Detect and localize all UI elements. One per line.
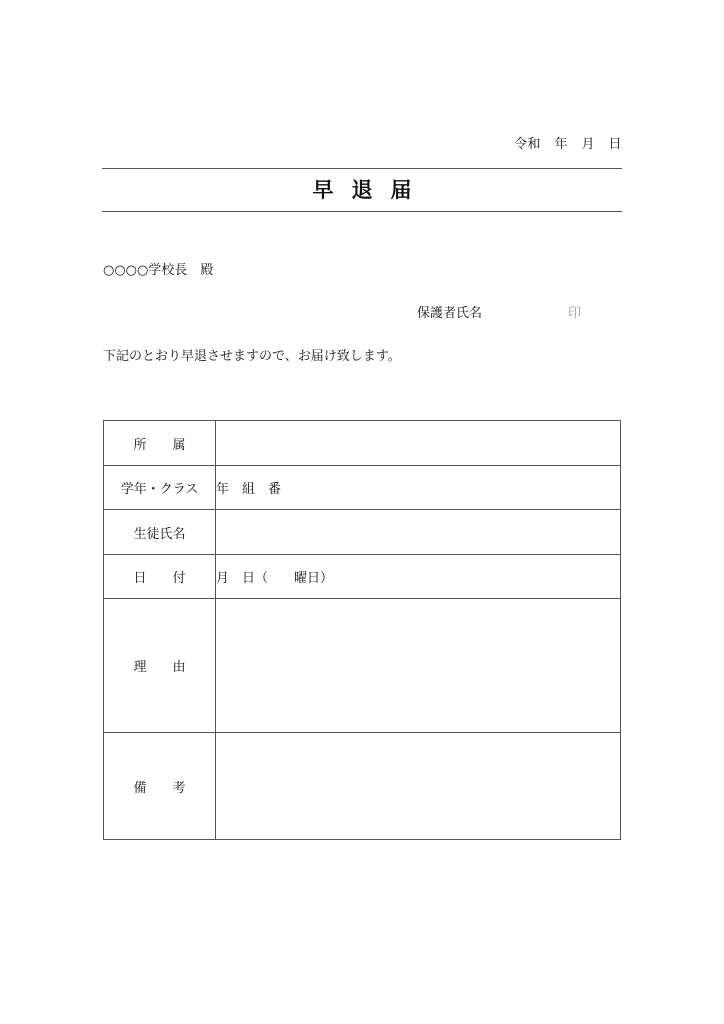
reason-field[interactable] [216,599,621,733]
table-row [104,599,621,733]
seal-mark: 印 [568,306,582,321]
table-row [104,555,621,599]
table-row [104,510,621,555]
date-field[interactable]: 月 日（ 曜日） [216,555,621,599]
form-title: 早退届 [312,177,430,202]
remarks-label: 備 考 [104,733,216,840]
guardian-name-label: 保護者氏名 [417,306,483,321]
submission-date: 令和 年 月 日 [513,137,622,152]
reason-label: 理 由 [104,599,216,733]
table-row [104,733,621,840]
title-top-rule [102,168,622,169]
student-name-field[interactable] [216,510,621,555]
affiliation-field[interactable] [216,421,621,466]
intro-text: 下記のとおり早退させますので、お届け致します。 [103,349,401,364]
affiliation-label: 所 属 [104,421,216,466]
remarks-field[interactable] [216,733,621,840]
addressee: ○○○○学校長 殿 [103,263,214,278]
date-label: 日 付 [104,555,216,599]
title-bottom-rule [102,211,622,212]
grade-class-label: 学年・クラス [104,466,216,510]
table-row [104,421,621,466]
table-row [104,466,621,510]
grade-class-field[interactable]: 年 組 番 [216,466,621,510]
student-name-label: 生徒氏名 [104,510,216,555]
early-leave-form-table [103,420,621,840]
